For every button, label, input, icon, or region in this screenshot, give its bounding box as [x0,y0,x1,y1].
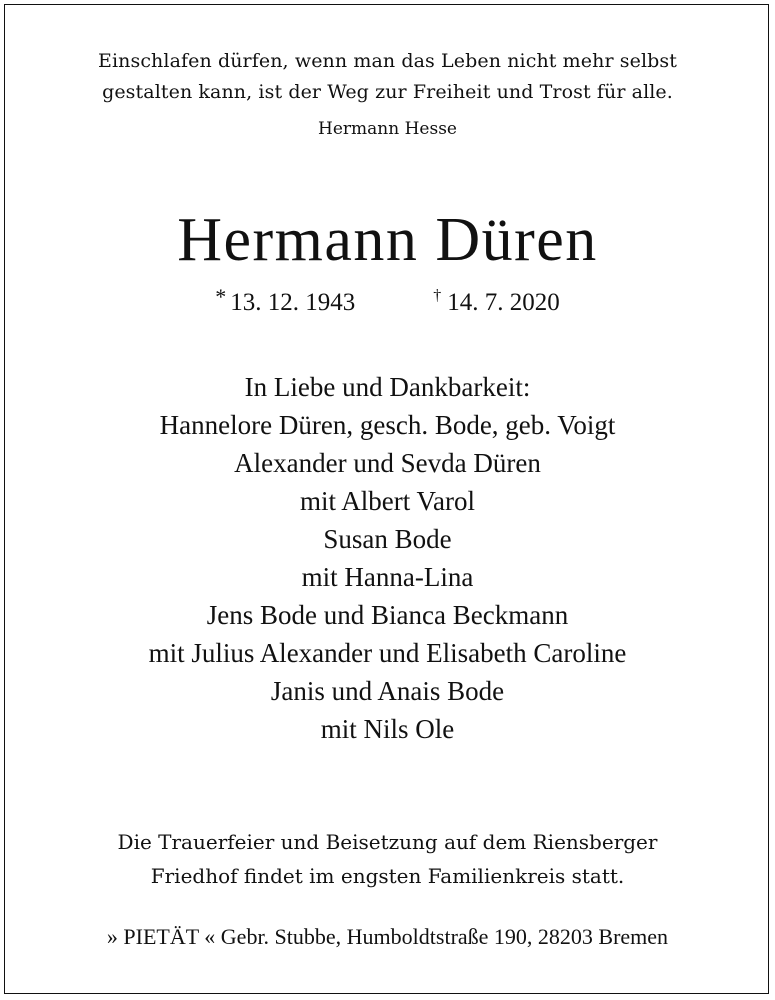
mourner-line: Hannelore Düren, gesch. Bode, geb. Voigt [159,410,616,440]
mourner-line: mit Albert Varol [300,486,475,516]
funeral-notice [0,825,775,893]
life-dates [0,278,775,321]
mourner-line: Jens Bode und Bianca Beckmann [206,600,569,630]
mourner-line: Janis und Anais Bode [270,676,505,706]
mourner-line: mit Nils Ole [320,714,455,744]
mourner-line: mit Hanna-Lina [301,562,474,592]
motto-author: Hermann Hesse [318,119,457,139]
mourner-line: Susan Bode [323,524,452,554]
mourners-list [0,368,775,748]
undertaker-info: » PIETÄT « Gebr. Stubbe, Humboldtstraße 190, 28203 Bremen [106,924,669,949]
deceased-name: Hermann Düren [177,206,598,274]
mourners-heading: In Liebe und Dankbarkeit: [244,372,531,402]
funeral-line-1: Die Trauerfeier und Beisetzung auf dem Riensberger [117,830,658,854]
birth-date: 13. 12. 1943 [230,289,356,316]
mourner-line: Alexander und Sevda Düren [234,448,541,478]
death-symbol: † [433,287,442,304]
birth-date-group [215,279,355,321]
death-date: 14. 7. 2020 [447,289,560,316]
mourner-line: mit Julius Alexander und Elisabeth Caroline [148,638,627,668]
birth-symbol: * [215,284,227,309]
motto-line-2: gestalten kann, ist der Weg zur Freiheit und Trost für alle. [102,81,673,103]
death-date-group [433,278,560,321]
motto-line-1: Einschlafen dürfen, wenn man das Leben nicht mehr selbst [97,50,677,72]
motto-quote [0,46,775,108]
funeral-line-2: Friedhof findet im engsten Familienkreis statt. [150,864,625,888]
